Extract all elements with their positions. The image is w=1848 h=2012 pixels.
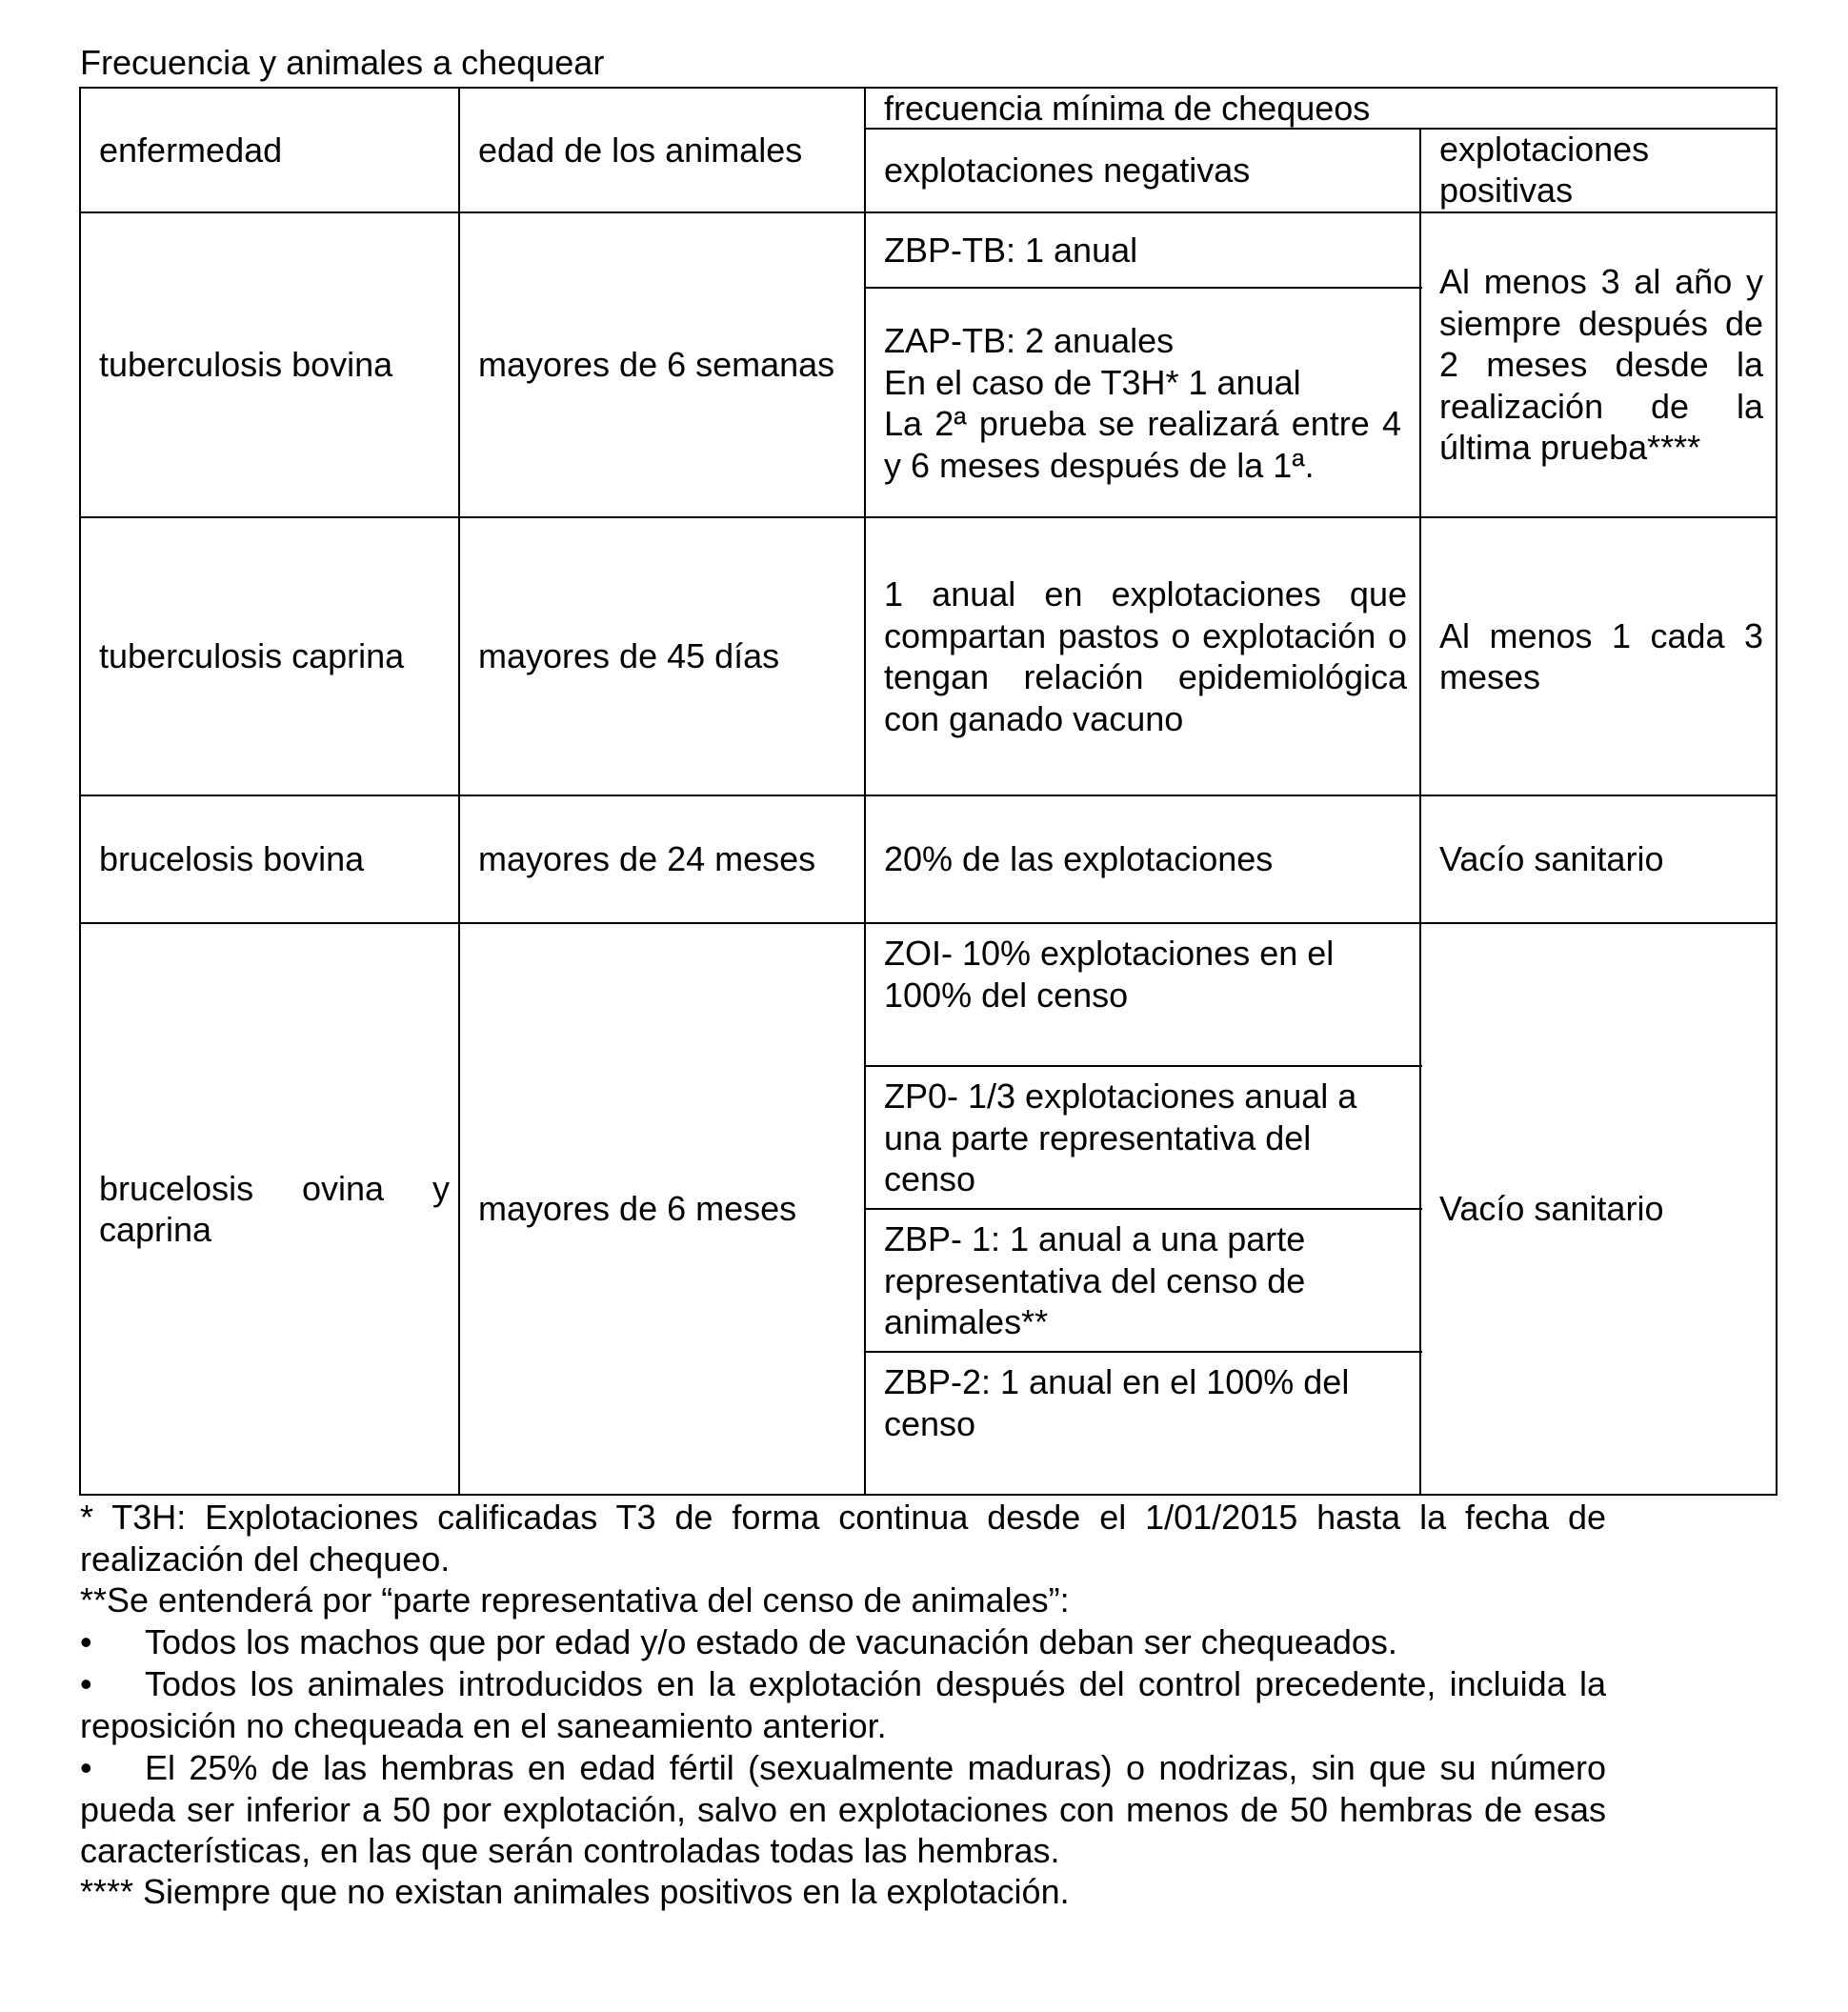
row-tb-caprina-age: mayores de 45 días xyxy=(478,636,780,676)
footnote-t3h: * T3H: Explotaciones calificadas T3 de forma continua desde el 1/01/2015 hasta la fecha de realización del chequeo. xyxy=(80,1498,1606,1579)
row-tb-bovina-negative-zap: ZAP-TB: 2 anuales En el caso de T3H* 1 anual La 2ª prueba se realizará entre 4 y 6 meses después de la 1ª. xyxy=(884,321,1401,485)
row-tb-caprina-positive: Al menos 1 cada 3 meses xyxy=(1439,615,1763,696)
footnote-no-positives: **** Siempre que no existan animales positivos en la explotación. xyxy=(80,1872,1070,1911)
footnote-bullet-item: • Todos los animales introducidos en la explotación después del control precedente, incluida la reposición no chequeada en el saneamiento anterior. xyxy=(80,1664,1606,1745)
header-frequency: frecuencia mínima de chequeos xyxy=(884,88,1371,128)
footnote-representative: **Se entenderá por “parte representativa del censo de animales”: xyxy=(80,1580,1070,1620)
row-bruc-bovina-negative: 20% de las explotaciones xyxy=(884,839,1274,879)
row-bruc-bovina-age: mayores de 24 meses xyxy=(478,839,816,879)
row-bruc-bovina-positive: Vacío sanitario xyxy=(1439,839,1664,879)
row-bruc-ovina-negative-zp0: ZP0- 1/3 explotaciones anual a una parte representativa del censo xyxy=(884,1076,1357,1198)
bullet-icon: • xyxy=(80,1664,92,1703)
row-bruc-ovina-positive: Vacío sanitario xyxy=(1439,1189,1664,1229)
row-tb-caprina-negative: 1 anual en explotaciones que compartan pastos o explotación o tengan relación epidemiológica con ganado vacuno xyxy=(884,574,1407,738)
row-bruc-ovina-negative-zbp2: ZBP-2: 1 anual en el 100% del censo xyxy=(884,1362,1350,1443)
header-disease: enfermedad xyxy=(99,130,283,170)
header-positive: explotaciones positivas xyxy=(1439,130,1650,210)
table-title: Frecuencia y animales a chequear xyxy=(80,43,605,82)
row-tb-bovina-disease: tuberculosis bovina xyxy=(99,345,393,385)
row-tb-bovina-negative-zbp: ZBP-TB: 1 anual xyxy=(884,230,1138,270)
row-bruc-ovina-age: mayores de 6 meses xyxy=(478,1189,797,1229)
header-negative: explotaciones negativas xyxy=(884,151,1251,191)
header-age: edad de los animales xyxy=(478,130,803,170)
row-bruc-ovina-negative-zoi: ZOI- 10% explotaciones en el 100% del censo xyxy=(884,934,1335,1015)
row-tb-caprina-disease: tuberculosis caprina xyxy=(99,636,405,676)
bullet-icon: • xyxy=(80,1622,92,1661)
bullet-icon: • xyxy=(80,1748,92,1787)
row-bruc-ovina-negative-zbp1: ZBP- 1: 1 anual a una parte representativa del censo de animales** xyxy=(884,1219,1306,1341)
footnote-bullet-item: • Todos los machos que por edad y/o estado de vacunación deban ser chequeados. xyxy=(80,1622,1397,1661)
row-tb-bovina-positive: Al menos 3 al año y siempre después de 2 meses desde la realización de la última prueba**** xyxy=(1439,262,1763,468)
row-bruc-bovina-disease: brucelosis bovina xyxy=(99,839,365,879)
row-bruc-ovina-disease: brucelosis ovina y caprina xyxy=(99,1168,450,1249)
footnote-bullet-item: • El 25% de las hembras en edad fértil (sexualmente maduras) o nodrizas, sin que su número pueda ser inferior a 50 por explotación, salvo en explotaciones con menos de 50 hembras de esas características, en las que serán controladas todas las hembras. xyxy=(80,1748,1606,1870)
row-tb-bovina-age: mayores de 6 semanas xyxy=(478,345,835,385)
